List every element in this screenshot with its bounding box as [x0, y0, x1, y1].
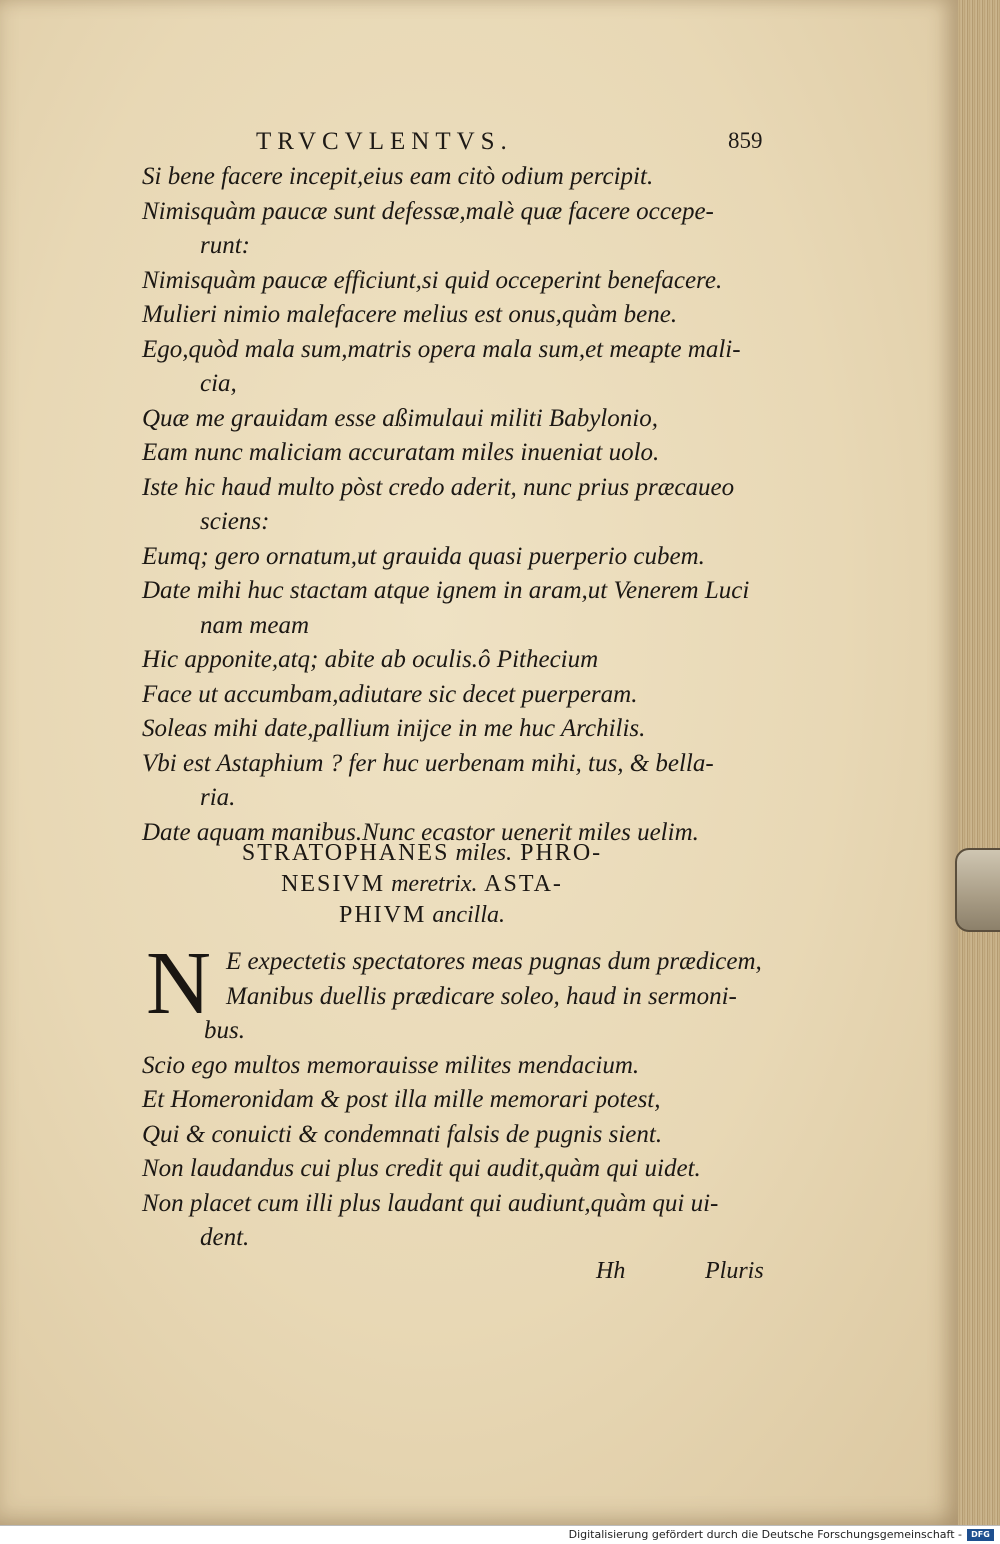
- speech-line: bus.: [204, 1017, 245, 1044]
- verse-line: Quæ me grauidam esse aßimulaui militi Babylonio,: [142, 404, 658, 432]
- speech-line: E expectetis spectatores meas pugnas dum prædicem,: [226, 948, 762, 975]
- verse-line: Eumq; gero ornatum,ut grauida quasi puerperio cubem.: [142, 542, 705, 570]
- speech-line: Manibus duellis prædicare soleo, haud in sermoni-: [226, 982, 737, 1010]
- speech-line: Qui & conuicti & condemnati falsis de pugnis sient.: [142, 1120, 663, 1148]
- heading-line: [142, 900, 702, 931]
- speech-line: Scio ego multos memorauisse milites mendacium.: [142, 1051, 640, 1079]
- footer-bar: [0, 1525, 1000, 1544]
- verse-block: [142, 160, 782, 850]
- dfg-logo: DFG: [967, 1529, 994, 1541]
- verse-line: Mulieri nimio malefacere melius est onus,quàm bene.: [142, 301, 678, 328]
- heading-line: [142, 869, 702, 900]
- verse-line: Si bene facere incepit,eius eam citò odium percipit.: [142, 163, 654, 190]
- character-role: ancilla.: [426, 902, 505, 928]
- verse-line: Soleas mihi date,pallium inijce in me huc Archilis.: [142, 715, 646, 742]
- scene-heading: [142, 838, 702, 931]
- verse-line: runt:: [200, 232, 250, 259]
- page-edges: [958, 0, 1000, 1525]
- verse-line: Face ut accumbam,adiutare sic decet puerperam.: [142, 680, 638, 708]
- verse-line: Ego,quòd mala sum,matris opera mala sum,et meapte mali-: [142, 335, 741, 363]
- character-name: PHIVM: [339, 902, 427, 928]
- character-role: miles.: [449, 840, 513, 866]
- character-name: STRATOPHANES: [241, 840, 450, 866]
- signature-mark: Hh: [596, 1258, 626, 1284]
- speech-line: Non placet cum illi plus laudant qui audiunt,quàm qui ui-: [142, 1189, 719, 1217]
- verse-line: Nimisquàm paucæ efficiunt,si quid occeperint benefacere.: [142, 266, 723, 294]
- character-name-continued: ASTA-: [477, 871, 563, 897]
- verse-line: Date mihi huc stactam atque ignem in aram,ut Venerem Luci: [142, 577, 750, 604]
- speech-line: Non laudandus cui plus credit qui audit,quàm qui uidet.: [142, 1155, 701, 1182]
- speech-line: dent.: [200, 1224, 250, 1251]
- verse-line: Iste hic haud multo pòst credo aderit, nunc prius præcaueo: [142, 473, 735, 501]
- page-number: 859: [728, 128, 763, 153]
- verse-line: Vbi est Astaphium ? fer huc uerbenam mihi, tus, & bella-: [142, 749, 714, 777]
- heading-line: [142, 838, 702, 869]
- drop-cap: N: [146, 934, 211, 1033]
- book-clasp: [955, 848, 1000, 932]
- character-role: meretrix.: [385, 871, 478, 897]
- speech-block: [142, 934, 782, 1256]
- speech-line: Et Homeronidam & post illa mille memorari potest,: [142, 1086, 661, 1113]
- character-name-continued: PHRO-: [512, 840, 603, 866]
- verse-line: nam meam: [200, 611, 310, 639]
- verse-line: cia,: [200, 370, 237, 397]
- verse-line: Eam nunc maliciam accuratam miles inueniat uolo.: [142, 439, 660, 466]
- verse-line: sciens:: [200, 508, 270, 535]
- catchword: Pluris: [705, 1258, 764, 1284]
- verse-line: Hic apponite,atq; abite ab oculis.ô Pithecium: [142, 646, 599, 673]
- character-name: NESIVM: [281, 871, 386, 897]
- footer-credit: Digitalisierung gefördert durch die Deutsche Forschungsgemeinschaft -: [568, 1528, 962, 1541]
- verse-line: Date aquam manibus.Nunc ecastor uenerit miles uelim.: [142, 818, 699, 846]
- verse-line: Nimisquàm paucæ sunt defessæ,malè quæ facere occepe-: [142, 197, 714, 225]
- running-head: TRVCVLENTVS.: [256, 128, 513, 155]
- verse-line: ria.: [200, 784, 236, 811]
